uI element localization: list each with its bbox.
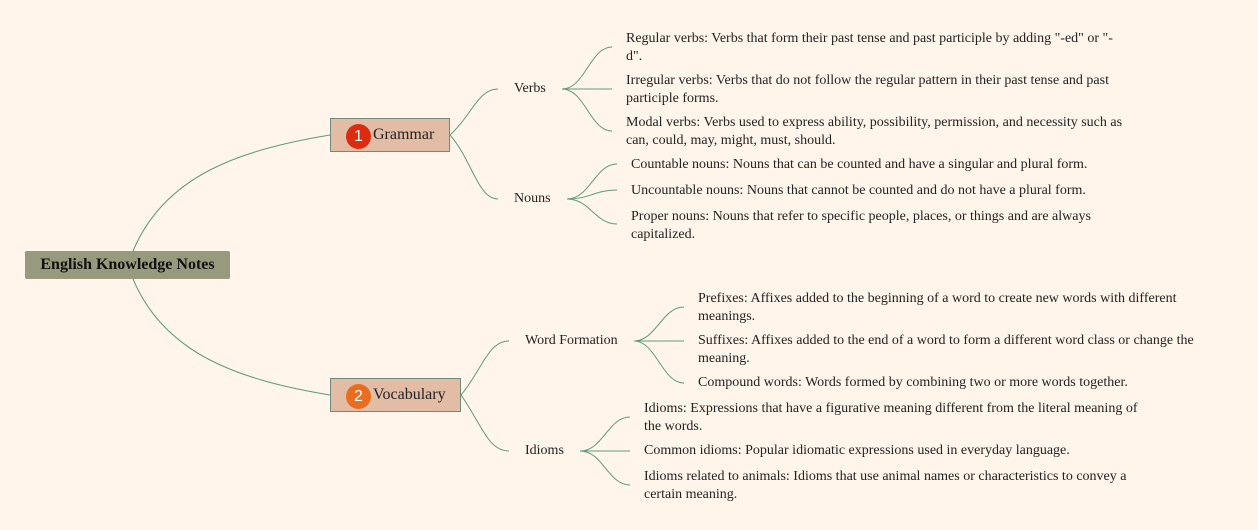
subtopic-word-formation[interactable]: Word Formation — [525, 333, 618, 348]
connector-verbs-leaf-0 — [562, 47, 612, 89]
connector-nouns-leaf-0 — [567, 164, 617, 199]
leaf-uncountable-nouns[interactable]: Uncountable nouns: Nouns that cannot be counted and do not have a plural form. — [631, 183, 1086, 198]
root-topic[interactable]: English Knowledge Notes — [25, 251, 230, 279]
connector-vocabulary-idioms — [461, 395, 509, 451]
connector-wordformation-leaf-2 — [634, 341, 684, 383]
priority-1-badge-icon: 1 — [346, 124, 371, 149]
branch-label: Vocabulary — [373, 386, 446, 403]
priority-2-badge-icon: 2 — [346, 384, 371, 409]
leaf-suffixes[interactable]: Suffixes: Affixes added to the end of a word to form a different word class or change the meaning. — [698, 333, 1194, 366]
subtopic-idioms[interactable]: Idioms — [525, 443, 564, 458]
leaf-modal-verbs[interactable]: Modal verbs: Verbs used to express ability, possibility, permission, and necessity such as can, could, may, might, must, should. — [626, 115, 1123, 148]
connector-root-vocabulary — [133, 279, 330, 395]
connector-grammar-nouns — [450, 135, 498, 199]
connector-verbs-leaf-2 — [562, 89, 612, 131]
connector-vocabulary-wordformation — [461, 341, 509, 395]
leaf-common-idioms[interactable]: Common idioms: Popular idiomatic expressions used in everyday language. — [644, 443, 1070, 458]
connector-nouns-leaf-2 — [567, 199, 617, 224]
branch-vocabulary[interactable] — [330, 378, 461, 412]
connector-idioms-leaf-2 — [580, 451, 630, 485]
branch-label: Grammar — [373, 126, 435, 143]
connector-root-grammar — [133, 135, 330, 251]
leaf-irregular-verbs[interactable]: Irregular verbs: Verbs that do not follow the regular pattern in their past tense and past participle forms. — [626, 73, 1109, 106]
subtopic-nouns[interactable]: Nouns — [514, 191, 551, 206]
leaf-proper-nouns[interactable]: Proper nouns: Nouns that refer to specific people, places, or things and are always capitalized. — [631, 209, 1091, 242]
connector-idioms-leaf-0 — [580, 417, 630, 451]
connector-wordformation-leaf-0 — [634, 307, 684, 341]
leaf-countable-nouns[interactable]: Countable nouns: Nouns that can be counted and have a singular and plural form. — [631, 157, 1088, 172]
leaf-compound-words[interactable]: Compound words: Words formed by combining two or more words together. — [698, 375, 1128, 390]
subtopic-verbs[interactable]: Verbs — [514, 81, 546, 96]
connector-grammar-verbs — [450, 89, 498, 135]
leaf-animal-idioms[interactable]: Idioms related to animals: Idioms that use animal names or characteristics to convey a certain meaning. — [644, 469, 1127, 502]
branch-grammar[interactable] — [330, 118, 450, 152]
leaf-prefixes[interactable]: Prefixes: Affixes added to the beginning of a word to create new words with different meanings. — [698, 291, 1177, 324]
leaf-regular-verbs[interactable]: Regular verbs: Verbs that form their past tense and past participle by adding "-ed" or "-d". — [626, 31, 1113, 64]
leaf-idioms-definition[interactable]: Idioms: Expressions that have a figurative meaning different from the literal meaning of the words. — [644, 401, 1138, 434]
